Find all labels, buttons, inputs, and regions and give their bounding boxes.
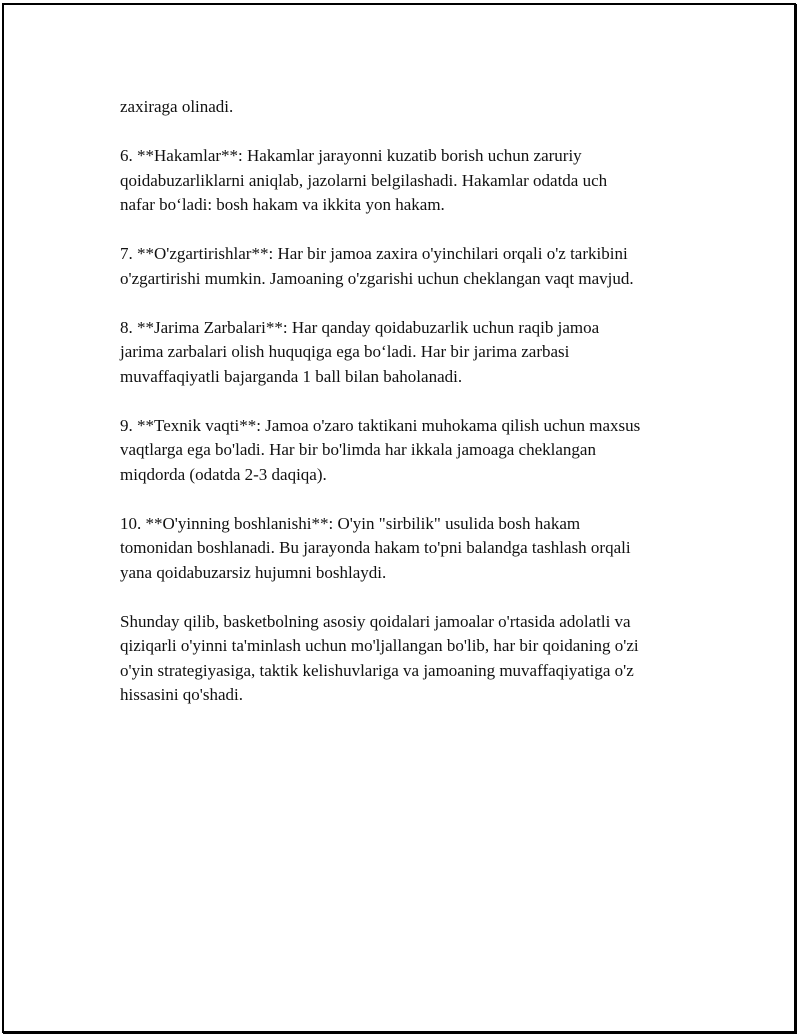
paragraph-item-7-substitutions: 7. **O'zgartirishlar**: Har bir jamoa zaxira o'yinchilari orqali o'z tarkibini o'zgartirishi mumkin. Jamoaning o'zgarishi uchun cheklangan vaqt mavjud. bbox=[120, 244, 634, 288]
document-body bbox=[120, 95, 720, 732]
paragraph-item-9-timeouts: 9. **Texnik vaqti**: Jamoa o'zaro taktikani muhokama qilish uchun maxsus vaqtlarga ega bo'ladi. Har bir bo'limda har ikkala jamoaga cheklangan miqdorda (odatda 2-3 daqiqa). bbox=[120, 415, 641, 484]
paragraph-item-6-referees: 6. **Hakamlar**: Hakamlar jarayonni kuzatib borish uchun zaruriy qoidabuzarliklarni aniqlab, jazolarni belgilashadi. Hakamlar odatda uch nafar bo‘ladi: bosh hakam va ikkita yon hakam. bbox=[120, 146, 608, 214]
paragraph-conclusion: Shunday qilib, basketbolning asosiy qoidalari jamoalar o'rtasida adolatli va qiziqarli o'yinni ta'minlash uchun mo'ljallangan bo'lib, har bir qoidaning o'zi o'yin strategiyasiga, taktik kelishuvlariga va jamoaning muvaffaqiyatiga o'z hissasini qo'shadi. bbox=[120, 611, 639, 704]
paragraph-item-8-free-throws: 8. **Jarima Zarbalari**: Har qanday qoidabuzarlik uchun raqib jamoa jarima zarbalari olish huquqiga ega bo‘ladi. Har bir jarima zarbasi muvaffaqiyatli bajarganda 1 ball bilan baholanadi. bbox=[120, 317, 600, 386]
paragraph-item-10-game-start: 10. **O'yinning boshlanishi**: O'yin "sirbilik" usulida bosh hakam tomonidan boshlanadi. Bu jarayonda hakam to'pni balandga tashlash orqali yana qoidabuzarsiz hujumni boshlaydi. bbox=[120, 513, 631, 582]
page-frame bbox=[2, 3, 796, 1033]
paragraph-continuation: zaxiraga olinadi. bbox=[120, 97, 234, 116]
